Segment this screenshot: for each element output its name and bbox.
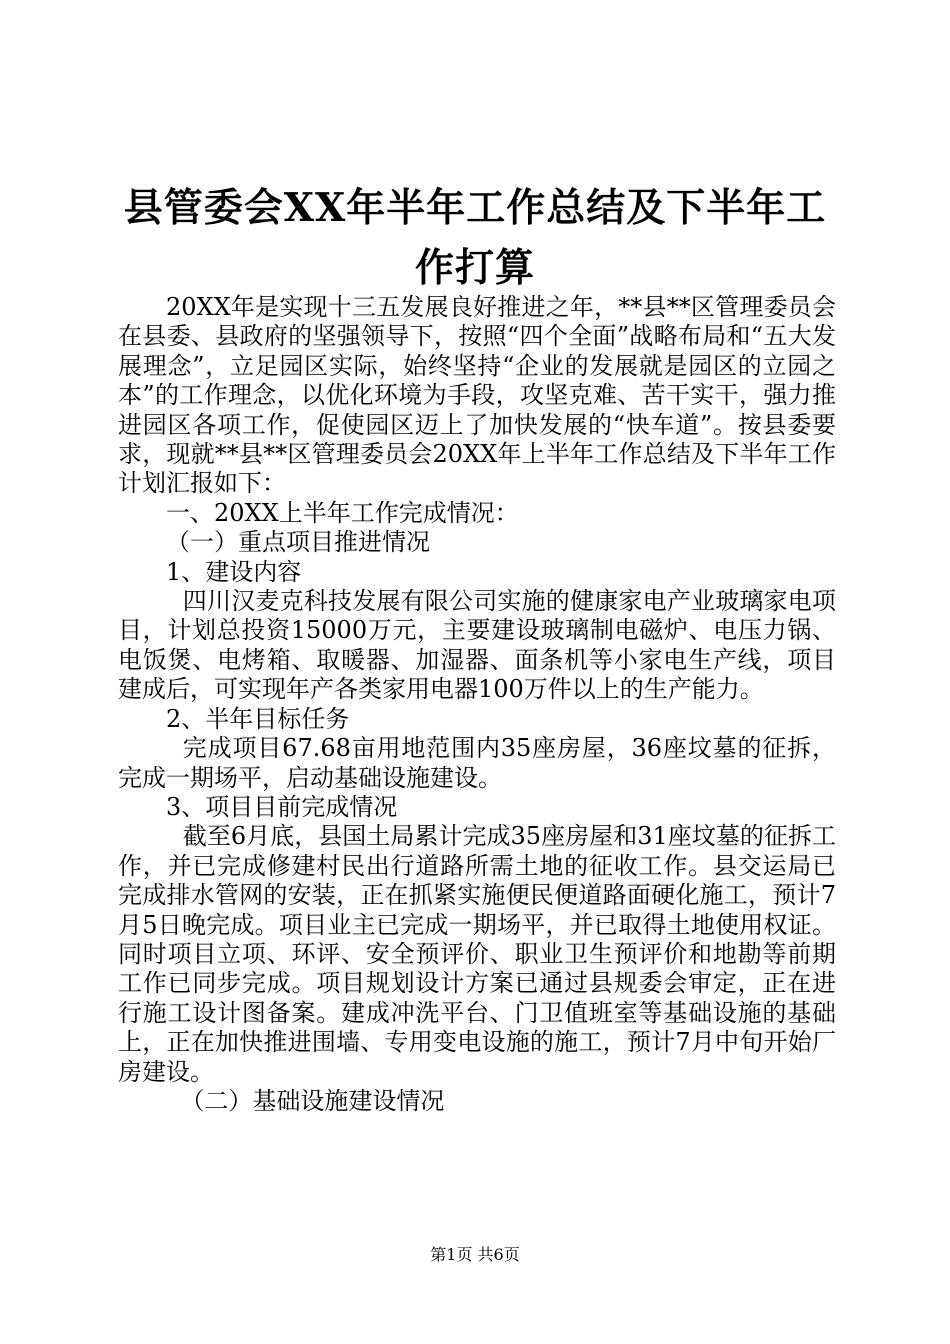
body-paragraph-2: 完成项目67.68亩用地范围内35座房屋，36座坟墓的征拆，完成一期场平，启动基础设施建设。 [118, 734, 836, 792]
intro-paragraph: 20XX年是实现十三五发展良好推进之年，**县**区管理委员会在县委、县政府的坚强领导下，按照“四个全面”战略布局和“五大发展理念”，立足园区实际，始终坚持“企业的发展就是园区的立园之本”的工作理念，以优化环境为手段，攻坚克难、苦干实干，强力推进园区各项工作，促使园区迈上了加快发展的“快车道”。按县委要求，现就**县**区管理委员会20XX年上半年工作总结及下半年工作计划汇报如下： [118, 293, 836, 498]
document-title: 县管委会XX年半年工作总结及下半年工作打算 [123, 185, 827, 291]
body-paragraph-1: 四川汉麦克科技发展有限公司实施的健康家电产业玻璃家电项目，计划总投资15000万元，主要建设玻璃制电磁炉、电压力锅、电饭煲、电烤箱、取暖器、加湿器、面条机等小家电生产线，项目建成后，可实现年产各类家用电器100万件以上的生产能力。 [118, 587, 836, 704]
subsection-heading-2: （二）基础设施建设情况 [180, 1086, 445, 1115]
section-heading-1: 一、20XX上半年工作完成情况： [166, 498, 519, 527]
item-heading-2: 2、半年目标任务 [166, 704, 350, 733]
subsection-heading-1: （一）重点项目推进情况 [166, 528, 430, 557]
body-paragraph-3: 截至6月底，县国土局累计完成35座房屋和31座坟墓的征拆工作，并已完成修建村民出行道路所需土地的征收工作。县交运局已完成排水管网的安装，正在抓紧实施便民便道路面硬化施工，预计7月5日晚完成。项目业主已完成一期场平，并已取得土地使用权证。同时项目立项、环评、安全预评价、职业卫生预评价和地勘等前期工作已同步完成。项目规划设计方案已通过县规委会审定，正在进行施工设计图备案。建成冲洗平台、门卫值班室等基础设施的基础上，正在加快推进围墙、专用变电设施的施工，预计7月中旬开始厂房建设。 [118, 822, 836, 1086]
page-footer: 第1页 共6页 [430, 1245, 520, 1264]
item-heading-1: 1、建设内容 [166, 557, 302, 586]
item-heading-3: 3、项目目前完成情况 [166, 792, 398, 821]
document-body [118, 293, 836, 1116]
